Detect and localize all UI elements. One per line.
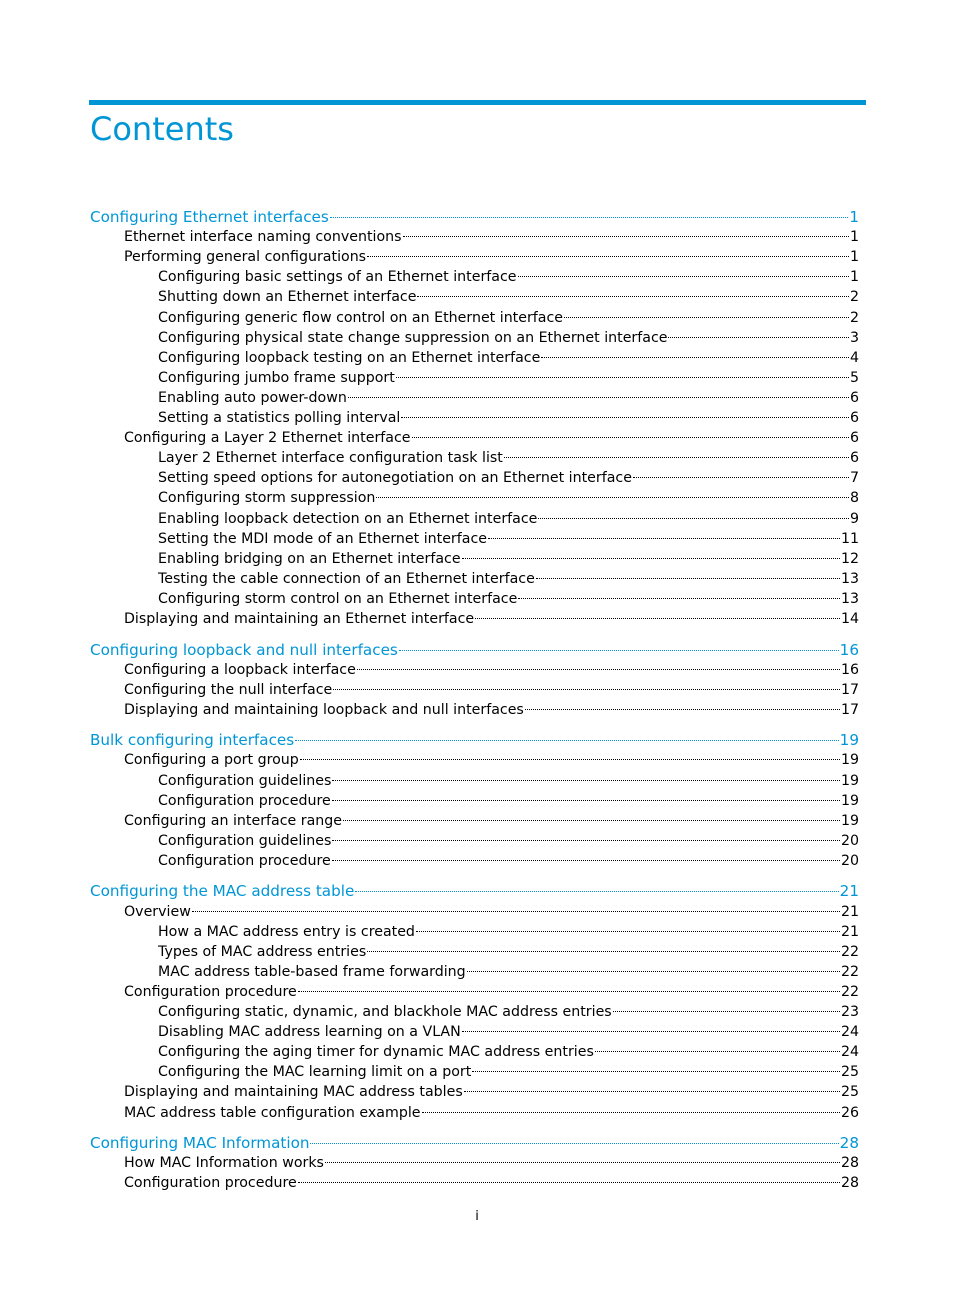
toc-chapter-entry[interactable] [90,640,859,660]
toc-leader-dots [367,951,840,952]
toc-entry-page: 24 [840,1024,859,1041]
page-title: Contents [90,110,234,148]
toc-chapter-entry[interactable] [90,881,859,901]
toc-entry-title: Configuring storm control on an Ethernet interface [158,590,518,607]
toc-leader-dots [462,1031,840,1032]
toc-entry-page: 28 [840,1175,859,1192]
toc-entry-page: 20 [840,852,859,869]
toc-entry-title: Configuring the MAC learning limit on a port [158,1064,472,1081]
toc-entry-title: Configuring a loopback interface [124,661,356,678]
toc-entry-title: Enabling bridging on an Ethernet interface [158,550,461,567]
toc-entry-page: 5 [849,369,859,386]
toc-entry-page: 25 [840,1064,859,1081]
toc-entry[interactable] [158,1062,859,1082]
toc-entry[interactable] [124,750,859,770]
toc-leader-dots [403,236,849,237]
toc-entry[interactable] [158,791,859,811]
toc-entry-page: 8 [849,490,859,507]
toc-leader-dots [668,337,849,338]
toc-leader-dots [376,497,849,498]
toc-entry-page: 7 [849,470,859,487]
toc-leader-dots [633,477,849,478]
toc-leader-dots [300,759,840,760]
toc-entry-title: Configuration procedure [124,1175,297,1192]
toc-entry[interactable] [158,368,859,388]
toc-entry[interactable] [158,348,859,368]
toc-leader-dots [416,931,840,932]
toc-entry[interactable] [124,902,859,922]
toc-entry-title: Configuring loopback testing on an Ethernet interface [158,349,541,366]
toc-entry-title: Displaying and maintaining loopback and null interfaces [124,701,524,718]
toc-leader-dots [417,296,849,297]
toc-entry-page: 3 [849,329,859,346]
toc-leader-dots [422,1112,840,1113]
toc-entry-page: 22 [840,983,859,1000]
toc-entry-title: Configuring storm suppression [158,490,376,507]
toc-leader-dots [330,217,849,218]
toc-entry-page: 13 [840,590,859,607]
toc-entry-page: 9 [849,510,859,527]
toc-leader-dots [333,689,840,690]
toc-entry-title: Displaying and maintaining MAC address tables [124,1084,463,1101]
toc-entry-page: 28 [839,1134,859,1152]
toc-leader-dots [475,618,840,619]
toc-entry[interactable] [158,1042,859,1062]
toc-entry[interactable] [124,1082,859,1102]
toc-entry-title: How a MAC address entry is created [158,923,415,940]
toc-entry-page: 24 [840,1044,859,1061]
toc-entry[interactable] [158,962,859,982]
toc-entry-page: 21 [839,882,859,901]
toc-chapter-entry[interactable] [90,207,859,227]
toc-entry[interactable] [124,247,859,267]
toc-entry-page: 12 [840,550,859,567]
toc-entry-title: Configuring basic settings of an Ethernet interface [158,269,517,286]
toc-leader-dots [525,709,840,710]
toc-entry-page: 11 [840,530,859,547]
toc-entry[interactable] [124,1173,859,1193]
toc-leader-dots [472,1071,840,1072]
toc-entry-title: Enabling auto power-down [158,389,347,406]
toc-leader-dots [504,457,849,458]
toc-entry-page: 23 [840,1004,859,1020]
toc-entry[interactable] [124,660,859,680]
toc-entry[interactable] [124,700,859,720]
toc-entry-title: Setting a statistics polling interval [158,410,401,426]
toc-entry[interactable] [158,287,859,307]
toc-entry-title: Bulk configuring interfaces [90,731,295,750]
toc-leader-dots [325,1162,840,1163]
toc-leader-dots [518,598,840,599]
toc-leader-dots [399,650,839,651]
toc-entry-page: 6 [849,389,859,406]
toc-entry[interactable] [158,569,859,589]
toc-entry-page: 1 [849,208,859,226]
toc-entry-title: Configuration procedure [158,792,331,809]
toc-entry-page: 6 [849,430,859,447]
toc-entry[interactable] [158,549,859,569]
toc-leader-dots [412,437,849,438]
toc-entry-title: Configuring generic flow control on an Ethernet interface [158,309,564,326]
toc-entry-title: MAC address table configuration example [124,1104,421,1121]
toc-entry-title: Configuring a Layer 2 Ethernet interface [124,430,411,447]
toc-entry[interactable] [158,509,859,529]
toc-entry[interactable] [124,1153,859,1173]
toc-entry-title: Configuration guidelines [158,832,332,849]
toc-entry-page: 17 [840,701,859,718]
toc-entry-title: Performing general configurations [124,249,367,266]
toc-leader-dots [613,1011,840,1012]
toc-entry[interactable] [124,428,859,448]
toc-entry-title: Configuring static, dynamic, and blackhole MAC address entries [158,1004,612,1020]
toc-entry-title: Displaying and maintaining an Ethernet interface [124,611,475,627]
toc-entry-title: Configuring jumbo frame support [158,369,395,386]
toc-leader-dots [332,860,840,861]
toc-entry-page: 19 [840,772,859,789]
toc-leader-dots [564,317,849,318]
toc-leader-dots [396,377,849,378]
toc-leader-dots [488,538,840,539]
toc-entry-page: 22 [840,943,859,960]
toc-leader-dots [332,780,840,781]
toc-entry-page: 17 [840,681,859,698]
toc-entry[interactable] [158,468,859,488]
toc-entry-title: How MAC Information works [124,1155,324,1172]
toc-entry-title: Configuring MAC Information [90,1134,310,1152]
toc-entry-title: Configuration guidelines [158,772,332,789]
toc-entry[interactable] [158,1002,859,1022]
toc-leader-dots [464,1091,840,1092]
toc-entry-page: 20 [840,832,859,849]
toc-entry[interactable] [158,529,859,549]
toc-entry-page: 19 [840,792,859,809]
toc-entry[interactable] [158,922,859,942]
toc-entry-title: Configuring the aging timer for dynamic MAC address entries [158,1044,594,1061]
toc-leader-dots [343,820,840,821]
toc-entry-title: Setting the MDI mode of an Ethernet interface [158,530,487,547]
toc-leader-dots [295,740,838,741]
toc-entry-page: 13 [840,570,859,587]
toc-entry-page: 25 [840,1084,859,1101]
toc-entry[interactable] [124,811,859,831]
toc-entry[interactable] [158,589,859,609]
toc-entry-title: Types of MAC address entries [158,943,367,960]
toc-entry-title: Enabling loopback detection on an Ethernet interface [158,510,538,527]
toc-entry-page: 28 [840,1155,859,1172]
toc-entry[interactable] [158,388,859,408]
toc-entry-page: 1 [849,249,859,266]
toc-entry-title: MAC address table-based frame forwarding [158,963,466,980]
toc-leader-dots [467,971,840,972]
toc-entry-page: 6 [849,450,859,467]
toc-entry[interactable] [158,328,859,348]
toc-entry-title: Shutting down an Ethernet interface [158,289,417,306]
toc-entry-page: 16 [839,640,859,659]
toc-entry-title: Configuring Ethernet interfaces [90,208,329,226]
toc-leader-dots [192,911,840,912]
toc-entry-page: 14 [840,611,859,627]
toc-leader-dots [332,840,840,841]
toc-entry-page: 26 [840,1104,859,1121]
toc-leader-dots [541,357,849,358]
toc-leader-dots [401,417,849,418]
toc-entry[interactable] [158,831,859,851]
toc-entry[interactable] [158,448,859,468]
toc-entry-page: 4 [849,349,859,366]
toc-leader-dots [357,669,840,670]
toc-entry[interactable] [124,609,859,629]
toc-entry-page: 2 [849,289,859,306]
toc-leader-dots [462,558,840,559]
toc-leader-dots [538,518,849,519]
toc-leader-dots [518,276,849,277]
toc-entry-title: Configuring a port group [124,752,299,769]
toc-leader-dots [355,891,838,892]
toc-entry[interactable] [124,227,859,247]
toc-leader-dots [298,991,840,992]
toc-entry[interactable] [124,1103,859,1123]
toc-entry[interactable] [158,1022,859,1042]
toc-entry[interactable] [158,267,859,287]
toc-leader-dots [310,1143,838,1144]
toc-chapter-entry[interactable] [90,1133,859,1153]
toc-entry-page: 16 [840,661,859,678]
toc-entry[interactable] [158,942,859,962]
toc-entry-title: Ethernet interface naming conventions [124,229,402,246]
toc-entry-page: 1 [849,229,859,246]
toc-entry-page: 19 [839,731,859,750]
toc-entry-title: Configuring an interface range [124,812,343,829]
toc-entry-page: 21 [840,923,859,940]
toc-entry-title: Overview [124,903,191,920]
toc-entry-page: 21 [840,903,859,920]
toc-entry-title: Configuring loopback and null interfaces [90,640,398,659]
toc-entry-page: 1 [849,269,859,286]
toc-entry-title: Configuration procedure [158,852,331,869]
toc-entry[interactable] [124,680,859,700]
toc-entry-title: Setting speed options for autonegotiation on an Ethernet interface [158,470,632,487]
toc-entry-title: Configuring the MAC address table [90,882,355,901]
toc-entry-page: 6 [849,410,859,426]
toc-entry-title: Disabling MAC address learning on a VLAN [158,1024,461,1041]
toc-entry[interactable] [124,982,859,1002]
toc-entry-page: 19 [840,752,859,769]
toc-leader-dots [367,256,849,257]
toc-entry[interactable] [158,851,859,871]
toc-entry-page: 22 [840,963,859,980]
toc-leader-dots [595,1051,840,1052]
toc-entry-title: Layer 2 Ethernet interface configuration task list [158,450,503,467]
toc-entry-title: Testing the cable connection of an Ethernet interface [158,570,535,587]
toc-entry-title: Configuration procedure [124,983,297,1000]
toc-entry[interactable] [158,408,859,428]
toc-entry[interactable] [158,771,859,791]
toc-entry-title: Configuring physical state change suppression on an Ethernet interface [158,329,668,346]
page-number: i [475,1209,479,1224]
toc-entry[interactable] [158,488,859,508]
toc-leader-dots [332,800,840,801]
toc-leader-dots [536,578,840,579]
toc-entry-page: 19 [840,812,859,829]
toc-leader-dots [348,397,849,398]
toc-entry-title: Configuring the null interface [124,681,333,698]
toc-leader-dots [298,1182,840,1183]
toc-chapter-entry[interactable] [90,730,859,750]
toc-entry[interactable] [158,308,859,328]
toc-entry-page: 2 [849,309,859,326]
